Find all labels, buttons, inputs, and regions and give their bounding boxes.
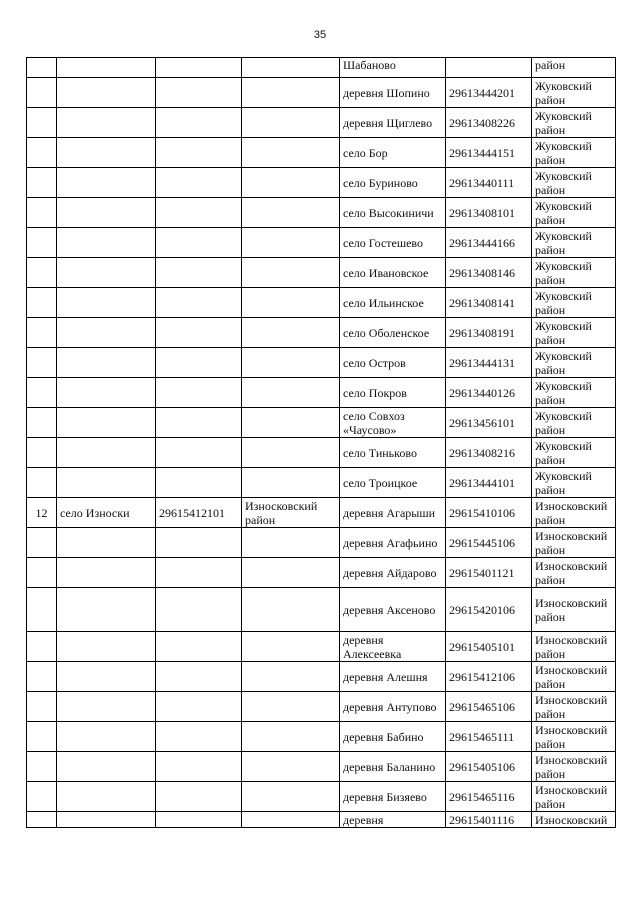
district-cell: Жуковский район <box>532 258 616 288</box>
table-row <box>27 662 616 692</box>
center-code-cell <box>156 722 242 752</box>
table-row <box>27 782 616 812</box>
district-cell: Износковский район <box>532 528 616 558</box>
oktmo-code-cell: 29613444131 <box>446 348 532 378</box>
table-row <box>27 632 616 662</box>
district-cell: Жуковский район <box>532 348 616 378</box>
center-name-cell <box>57 722 156 752</box>
table-row <box>27 438 616 468</box>
center-district-cell <box>242 378 340 408</box>
settlement-cell: деревня Аксеново <box>340 588 446 632</box>
table-row <box>27 692 616 722</box>
oktmo-code-cell: 29615401116 <box>446 812 532 828</box>
center-name-cell <box>57 752 156 782</box>
district-cell: Износковский район <box>532 558 616 588</box>
row-number-cell <box>27 782 57 812</box>
center-district-cell <box>242 812 340 828</box>
oktmo-code-cell: 29613444101 <box>446 468 532 498</box>
settlement-cell: Шабаново <box>340 58 446 78</box>
center-name-cell <box>57 378 156 408</box>
table-row <box>27 378 616 408</box>
center-name-cell <box>57 318 156 348</box>
settlement-cell: деревня Бабино <box>340 722 446 752</box>
center-name-cell <box>57 108 156 138</box>
center-code-cell <box>156 198 242 228</box>
settlement-cell: деревня Алексеевка <box>340 632 446 662</box>
table-row <box>27 348 616 378</box>
center-code-cell <box>156 288 242 318</box>
row-number-cell <box>27 662 57 692</box>
center-code-cell <box>156 168 242 198</box>
settlement-cell: село Тиньково <box>340 438 446 468</box>
district-cell: Износковский район <box>532 722 616 752</box>
row-number-cell <box>27 378 57 408</box>
center-code-cell <box>156 528 242 558</box>
settlement-cell: село Гостешево <box>340 228 446 258</box>
center-code-cell <box>156 228 242 258</box>
district-cell: Износковский район <box>532 752 616 782</box>
oktmo-code-cell: 29613408101 <box>446 198 532 228</box>
center-district-cell <box>242 58 340 78</box>
table-row <box>27 588 616 632</box>
center-district-cell <box>242 78 340 108</box>
settlement-cell: село Ивановское <box>340 258 446 288</box>
center-district-cell <box>242 632 340 662</box>
center-district-cell <box>242 198 340 228</box>
settlement-cell: село Ильинское <box>340 288 446 318</box>
center-name-cell <box>57 348 156 378</box>
settlement-cell: деревня Шопино <box>340 78 446 108</box>
district-cell: Жуковский район <box>532 198 616 228</box>
district-cell: Жуковский район <box>532 228 616 258</box>
oktmo-code-cell: 29613408146 <box>446 258 532 288</box>
row-number-cell <box>27 752 57 782</box>
district-cell: Износковский район <box>532 782 616 812</box>
oktmo-code-cell: 29615405106 <box>446 752 532 782</box>
center-code-cell <box>156 58 242 78</box>
district-cell: Жуковский район <box>532 408 616 438</box>
row-number-cell <box>27 108 57 138</box>
row-number-cell <box>27 228 57 258</box>
row-number-cell <box>27 812 57 828</box>
center-district-cell <box>242 288 340 318</box>
district-cell: Жуковский район <box>532 138 616 168</box>
center-district-cell <box>242 692 340 722</box>
oktmo-code-cell: 29615465106 <box>446 692 532 722</box>
center-name-cell <box>57 288 156 318</box>
center-name-cell <box>57 168 156 198</box>
center-district-cell <box>242 258 340 288</box>
table-row <box>27 228 616 258</box>
center-name-cell <box>57 662 156 692</box>
row-number-cell <box>27 468 57 498</box>
oktmo-code-cell: 29613444201 <box>446 78 532 108</box>
settlement-cell: село Остров <box>340 348 446 378</box>
oktmo-code-cell: 29613444166 <box>446 228 532 258</box>
center-district-cell <box>242 782 340 812</box>
settlement-cell: село Высокиничи <box>340 198 446 228</box>
oktmo-code-cell: 29613408216 <box>446 438 532 468</box>
district-cell: район <box>532 58 616 78</box>
row-number-cell <box>27 632 57 662</box>
table-row <box>27 168 616 198</box>
settlements-table <box>26 57 616 828</box>
table-row <box>27 318 616 348</box>
settlement-cell: село Покров <box>340 378 446 408</box>
table-row <box>27 558 616 588</box>
settlement-cell: село Совхоз «Чаусово» <box>340 408 446 438</box>
center-name-cell <box>57 692 156 722</box>
center-code-cell <box>156 692 242 722</box>
table-row <box>27 108 616 138</box>
row-number-cell <box>27 78 57 108</box>
center-district-cell <box>242 468 340 498</box>
settlement-cell: село Буриново <box>340 168 446 198</box>
row-number-cell <box>27 198 57 228</box>
center-district-cell <box>242 438 340 468</box>
center-district-cell <box>242 228 340 258</box>
district-cell: Износковский район <box>532 632 616 662</box>
table-row <box>27 528 616 558</box>
district-cell: Жуковский район <box>532 378 616 408</box>
center-code-cell <box>156 812 242 828</box>
center-code-cell <box>156 662 242 692</box>
row-number-cell <box>27 348 57 378</box>
center-district-cell <box>242 722 340 752</box>
table-row <box>27 288 616 318</box>
center-name-cell <box>57 588 156 632</box>
center-district-cell <box>242 588 340 632</box>
center-name-cell <box>57 632 156 662</box>
oktmo-code-cell: 29615465111 <box>446 722 532 752</box>
center-code-cell <box>156 588 242 632</box>
center-code-cell <box>156 318 242 348</box>
district-cell: Износковский район <box>532 662 616 692</box>
table-row <box>27 78 616 108</box>
table-row <box>27 752 616 782</box>
row-number-cell <box>27 588 57 632</box>
table-row <box>27 198 616 228</box>
center-name-cell <box>57 198 156 228</box>
district-cell: Жуковский район <box>532 318 616 348</box>
center-district-cell <box>242 318 340 348</box>
row-number-cell <box>27 318 57 348</box>
center-name-cell <box>57 812 156 828</box>
settlement-cell: деревня Баланино <box>340 752 446 782</box>
center-code-cell <box>156 632 242 662</box>
center-code-cell <box>156 138 242 168</box>
district-cell: Жуковский район <box>532 438 616 468</box>
table-row <box>27 468 616 498</box>
settlement-cell: село Оболенское <box>340 318 446 348</box>
table-row <box>27 498 616 528</box>
center-code-cell: 29615412101 <box>156 498 242 528</box>
center-code-cell <box>156 782 242 812</box>
settlement-cell: деревня Агафьино <box>340 528 446 558</box>
table-row <box>27 812 616 828</box>
center-name-cell <box>57 558 156 588</box>
center-name-cell <box>57 528 156 558</box>
row-number-cell <box>27 528 57 558</box>
center-code-cell <box>156 108 242 138</box>
row-number-cell <box>27 408 57 438</box>
table-row <box>27 722 616 752</box>
settlement-cell: деревня Агарыши <box>340 498 446 528</box>
oktmo-code-cell: 29613440126 <box>446 378 532 408</box>
center-code-cell <box>156 438 242 468</box>
center-name-cell <box>57 78 156 108</box>
center-code-cell <box>156 408 242 438</box>
settlement-cell: деревня Щиглево <box>340 108 446 138</box>
oktmo-code-cell: 29615412106 <box>446 662 532 692</box>
center-code-cell <box>156 78 242 108</box>
center-district-cell <box>242 348 340 378</box>
center-name-cell <box>57 438 156 468</box>
center-district-cell: Износковский район <box>242 498 340 528</box>
center-district-cell <box>242 752 340 782</box>
row-number-cell <box>27 722 57 752</box>
center-district-cell <box>242 168 340 198</box>
oktmo-code-cell: 29613440111 <box>446 168 532 198</box>
district-cell: Жуковский район <box>532 108 616 138</box>
oktmo-code-cell: 29615410106 <box>446 498 532 528</box>
district-cell: Жуковский район <box>532 288 616 318</box>
center-name-cell <box>57 228 156 258</box>
district-cell: Износковский <box>532 812 616 828</box>
center-name-cell <box>57 58 156 78</box>
center-code-cell <box>156 258 242 288</box>
center-code-cell <box>156 348 242 378</box>
row-number-cell <box>27 58 57 78</box>
oktmo-code-cell <box>446 58 532 78</box>
oktmo-code-cell: 29613408141 <box>446 288 532 318</box>
district-cell: Износковский район <box>532 692 616 722</box>
row-number-cell <box>27 692 57 722</box>
center-district-cell <box>242 558 340 588</box>
settlement-cell: деревня Айдарово <box>340 558 446 588</box>
settlement-cell: село Бор <box>340 138 446 168</box>
center-district-cell <box>242 408 340 438</box>
row-number-cell <box>27 168 57 198</box>
center-name-cell: село Износки <box>57 498 156 528</box>
center-name-cell <box>57 782 156 812</box>
center-code-cell <box>156 468 242 498</box>
center-name-cell <box>57 408 156 438</box>
page-number: 35 <box>313 29 327 41</box>
table-row <box>27 58 616 78</box>
district-cell: Износковский район <box>532 498 616 528</box>
center-district-cell <box>242 528 340 558</box>
table-row <box>27 258 616 288</box>
center-district-cell <box>242 108 340 138</box>
center-name-cell <box>57 468 156 498</box>
center-name-cell <box>57 138 156 168</box>
center-code-cell <box>156 558 242 588</box>
oktmo-code-cell: 29615445106 <box>446 528 532 558</box>
center-code-cell <box>156 378 242 408</box>
table-row <box>27 408 616 438</box>
oktmo-code-cell: 29615405101 <box>446 632 532 662</box>
district-cell: Износковский район <box>532 588 616 632</box>
center-name-cell <box>57 258 156 288</box>
row-number-cell <box>27 438 57 468</box>
oktmo-code-cell: 29613444151 <box>446 138 532 168</box>
district-cell: Жуковский район <box>532 168 616 198</box>
district-cell: Жуковский район <box>532 78 616 108</box>
oktmo-code-cell: 29615401121 <box>446 558 532 588</box>
row-number-cell <box>27 138 57 168</box>
center-district-cell <box>242 662 340 692</box>
row-number-cell <box>27 288 57 318</box>
settlement-cell: деревня <box>340 812 446 828</box>
row-number-cell <box>27 558 57 588</box>
settlement-cell: село Троицкое <box>340 468 446 498</box>
settlement-cell: деревня Алешня <box>340 662 446 692</box>
row-number-cell: 12 <box>27 498 57 528</box>
center-district-cell <box>242 138 340 168</box>
settlement-cell: деревня Бизяево <box>340 782 446 812</box>
oktmo-code-cell: 29613456101 <box>446 408 532 438</box>
row-number-cell <box>27 258 57 288</box>
oktmo-code-cell: 29615420106 <box>446 588 532 632</box>
oktmo-code-cell: 29613408191 <box>446 318 532 348</box>
oktmo-code-cell: 29615465116 <box>446 782 532 812</box>
oktmo-code-cell: 29613408226 <box>446 108 532 138</box>
settlement-cell: деревня Антупово <box>340 692 446 722</box>
center-code-cell <box>156 752 242 782</box>
district-cell: Жуковский район <box>532 468 616 498</box>
table-row <box>27 138 616 168</box>
